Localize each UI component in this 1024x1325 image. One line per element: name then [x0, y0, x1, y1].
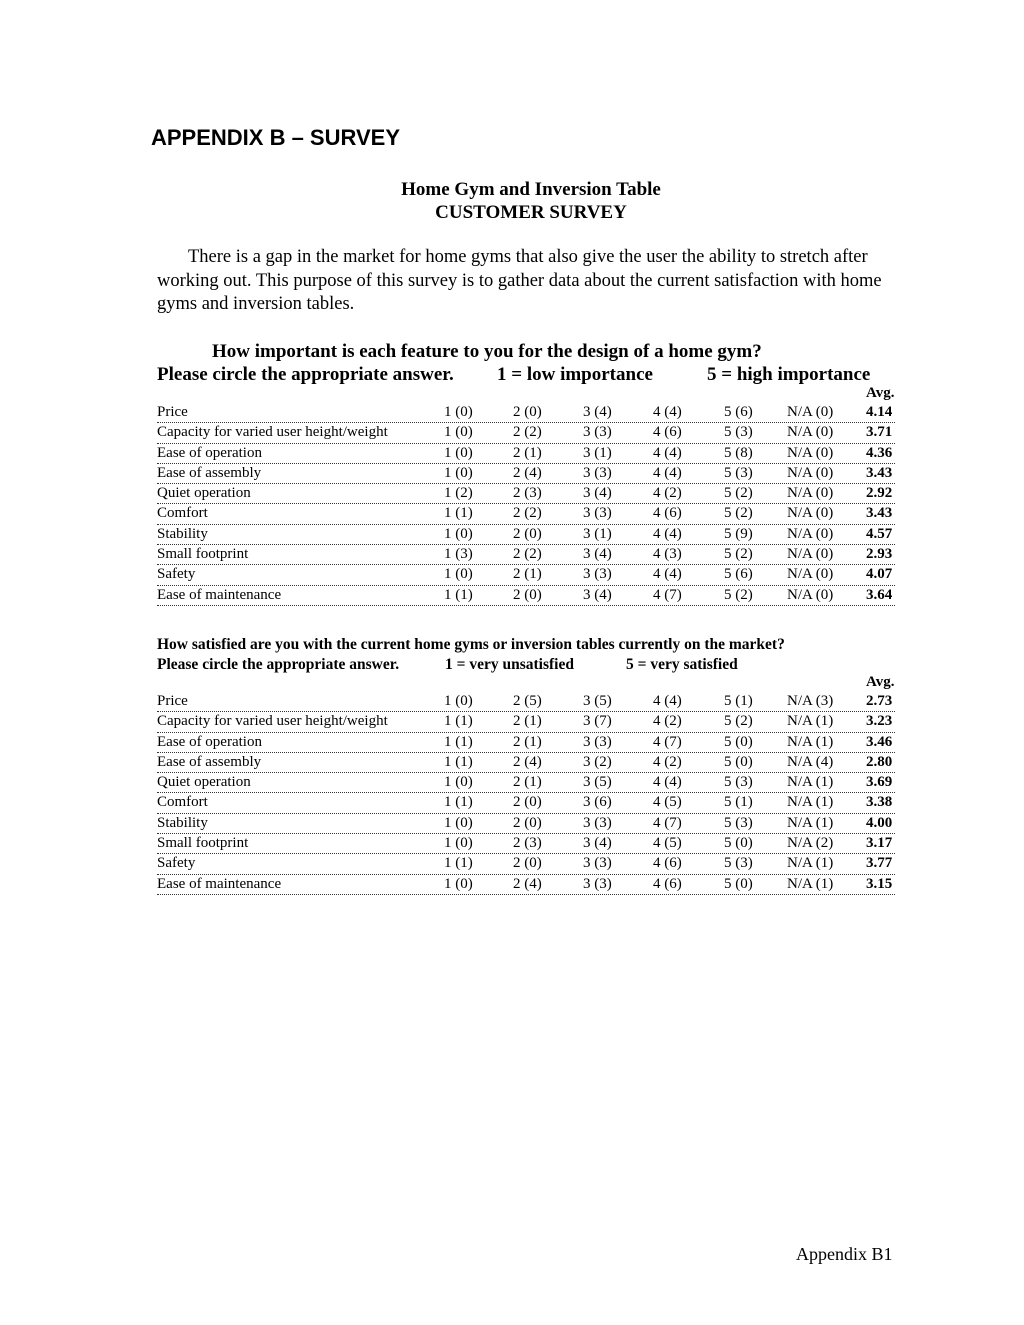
rating-4-cell: 4 (7) [653, 586, 682, 603]
table-row [157, 854, 895, 874]
rating-5-cell: 5 (0) [724, 875, 753, 892]
na-cell: N/A (0) [787, 444, 834, 461]
feature-cell: Quiet operation [157, 485, 251, 502]
rating-2-cell: 2 (1) [513, 713, 542, 730]
rating-3-cell: 3 (6) [583, 794, 612, 811]
na-cell: N/A (0) [787, 546, 834, 563]
rating-2-cell: 2 (5) [513, 693, 542, 709]
table-row [157, 423, 895, 443]
na-cell: N/A (0) [787, 424, 834, 441]
rating-1-cell: 1 (3) [444, 546, 473, 563]
rating-2-cell: 2 (4) [513, 753, 542, 770]
table-row [157, 586, 895, 606]
intro-paragraph: There is a gap in the market for home gyms that also give the user the ability to stretch after working out. This purpose of this survey is to gather data about the current satisfaction with home gyms and inversion tables. [157, 247, 882, 314]
average-cell: 4.36 [866, 444, 893, 461]
rating-2-cell: 2 (0) [513, 855, 542, 872]
feature-cell: Small footprint [157, 835, 249, 852]
table-row [157, 504, 895, 524]
feature-cell: Safety [157, 566, 196, 583]
feature-cell: Comfort [157, 794, 208, 811]
rating-4-cell: 4 (4) [653, 525, 682, 542]
rating-5-cell: 5 (0) [724, 835, 753, 852]
satisfaction-scale-high: 5 = very satisfied [626, 656, 738, 673]
feature-cell: Price [157, 693, 188, 709]
table-row [157, 733, 895, 753]
feature-cell: Price [157, 404, 188, 420]
feature-cell: Comfort [157, 505, 208, 522]
rating-3-cell: 3 (3) [583, 505, 612, 522]
rating-1-cell: 1 (0) [444, 566, 473, 583]
rating-5-cell: 5 (3) [724, 814, 753, 831]
rating-2-cell: 2 (3) [513, 485, 542, 502]
satisfaction-instruction: Please circle the appropriate answer. [157, 656, 400, 673]
average-cell: 3.77 [866, 855, 893, 872]
rating-2-cell: 2 (1) [513, 774, 542, 791]
rating-4-cell: 4 (4) [653, 464, 682, 481]
rating-1-cell: 1 (1) [444, 505, 473, 522]
rating-3-cell: 3 (5) [583, 774, 612, 791]
rating-1-cell: 1 (0) [444, 774, 473, 791]
rating-5-cell: 5 (9) [724, 525, 753, 542]
rating-4-cell: 4 (2) [653, 713, 682, 730]
table-row [157, 692, 895, 712]
table-row [157, 545, 895, 565]
satisfaction-scale-low: 1 = very unsatisfied [445, 656, 574, 673]
rating-2-cell: 2 (4) [513, 464, 542, 481]
table-row [157, 525, 895, 545]
rating-2-cell: 2 (4) [513, 875, 542, 892]
rating-5-cell: 5 (1) [724, 794, 753, 811]
feature-cell: Ease of maintenance [157, 875, 282, 892]
survey-title: Home Gym and Inversion Table [401, 179, 661, 200]
average-cell: 4.14 [866, 404, 893, 420]
na-cell: N/A (1) [787, 855, 834, 872]
rating-1-cell: 1 (0) [444, 424, 473, 441]
average-cell: 4.07 [866, 566, 893, 583]
average-cell: 3.64 [866, 586, 893, 603]
rating-5-cell: 5 (8) [724, 444, 753, 461]
na-cell: N/A (1) [787, 814, 834, 831]
average-cell: 3.71 [866, 424, 893, 441]
rating-3-cell: 3 (1) [583, 444, 612, 461]
importance-instruction: Please circle the appropriate answer. [157, 364, 454, 385]
rating-2-cell: 2 (0) [513, 814, 542, 831]
average-cell: 3.15 [866, 875, 893, 892]
rating-3-cell: 3 (4) [583, 546, 612, 563]
table-row [157, 834, 895, 854]
rating-3-cell: 3 (7) [583, 713, 612, 730]
na-cell: N/A (4) [787, 753, 834, 770]
average-cell: 3.46 [866, 733, 893, 750]
rating-1-cell: 1 (1) [444, 713, 473, 730]
survey-subtitle: CUSTOMER SURVEY [435, 202, 627, 223]
na-cell: N/A (1) [787, 733, 834, 750]
feature-cell: Ease of operation [157, 444, 262, 461]
rating-1-cell: 1 (0) [444, 404, 473, 420]
table-row [157, 875, 895, 895]
average-cell: 3.17 [866, 835, 893, 852]
na-cell: N/A (0) [787, 464, 834, 481]
rating-2-cell: 2 (2) [513, 424, 542, 441]
feature-cell: Stability [157, 814, 208, 831]
rating-2-cell: 2 (0) [513, 404, 542, 420]
importance-scale-high: 5 = high importance [707, 364, 871, 385]
rating-3-cell: 3 (3) [583, 424, 612, 441]
average-cell: 3.43 [866, 464, 893, 481]
rating-4-cell: 4 (2) [653, 485, 682, 502]
importance-question: How important is each feature to you for the design of a home gym? [212, 341, 762, 362]
rating-1-cell: 1 (0) [444, 835, 473, 852]
table-row [157, 753, 895, 773]
rating-5-cell: 5 (1) [724, 693, 753, 709]
rating-5-cell: 5 (0) [724, 753, 753, 770]
rating-4-cell: 4 (3) [653, 546, 682, 563]
na-cell: N/A (3) [787, 693, 834, 709]
rating-1-cell: 1 (0) [444, 444, 473, 461]
feature-cell: Quiet operation [157, 774, 251, 791]
table-row [157, 403, 895, 423]
rating-5-cell: 5 (2) [724, 713, 753, 730]
rating-2-cell: 2 (1) [513, 733, 542, 750]
feature-cell: Safety [157, 855, 196, 872]
rating-4-cell: 4 (2) [653, 753, 682, 770]
table-row [157, 793, 895, 813]
na-cell: N/A (0) [787, 505, 834, 522]
average-cell: 4.00 [866, 814, 893, 831]
average-cell: 2.80 [866, 753, 893, 770]
rating-1-cell: 1 (0) [444, 875, 473, 892]
rating-3-cell: 3 (2) [583, 753, 612, 770]
rating-1-cell: 1 (1) [444, 794, 473, 811]
rating-3-cell: 3 (3) [583, 733, 612, 750]
rating-3-cell: 3 (1) [583, 525, 612, 542]
average-cell: 3.38 [866, 794, 893, 811]
rating-4-cell: 4 (4) [653, 444, 682, 461]
rating-2-cell: 2 (1) [513, 566, 542, 583]
table-row [157, 565, 895, 585]
rating-5-cell: 5 (6) [724, 566, 753, 583]
importance-table [157, 403, 895, 606]
rating-1-cell: 1 (0) [444, 525, 473, 542]
feature-cell: Ease of operation [157, 733, 262, 750]
feature-cell: Capacity for varied user height/weight [157, 424, 388, 441]
rating-3-cell: 3 (3) [583, 814, 612, 831]
table-row [157, 814, 895, 834]
rating-3-cell: 3 (3) [583, 464, 612, 481]
rating-5-cell: 5 (2) [724, 505, 753, 522]
na-cell: N/A (1) [787, 875, 834, 892]
na-cell: N/A (0) [787, 566, 834, 583]
na-cell: N/A (0) [787, 404, 834, 420]
rating-4-cell: 4 (4) [653, 693, 682, 709]
rating-5-cell: 5 (3) [724, 774, 753, 791]
rating-1-cell: 1 (0) [444, 464, 473, 481]
rating-4-cell: 4 (4) [653, 566, 682, 583]
rating-3-cell: 3 (4) [583, 485, 612, 502]
average-cell: 4.57 [866, 525, 893, 542]
rating-2-cell: 2 (3) [513, 835, 542, 852]
table-row [157, 444, 895, 464]
table-row [157, 464, 895, 484]
rating-3-cell: 3 (3) [583, 566, 612, 583]
rating-1-cell: 1 (1) [444, 753, 473, 770]
average-cell: 3.69 [866, 774, 893, 791]
rating-2-cell: 2 (0) [513, 525, 542, 542]
rating-4-cell: 4 (4) [653, 774, 682, 791]
na-cell: N/A (2) [787, 835, 834, 852]
rating-3-cell: 3 (4) [583, 404, 612, 420]
rating-1-cell: 1 (1) [444, 733, 473, 750]
appendix-heading: APPENDIX B – SURVEY [151, 125, 401, 150]
rating-5-cell: 5 (2) [724, 546, 753, 563]
importance-avg-header: Avg. [866, 385, 895, 401]
importance-scale-low: 1 = low importance [497, 364, 653, 385]
rating-1-cell: 1 (2) [444, 485, 473, 502]
rating-2-cell: 2 (2) [513, 546, 542, 563]
na-cell: N/A (0) [787, 525, 834, 542]
feature-cell: Ease of assembly [157, 464, 262, 481]
table-row [157, 712, 895, 732]
rating-5-cell: 5 (3) [724, 424, 753, 441]
rating-5-cell: 5 (2) [724, 485, 753, 502]
rating-5-cell: 5 (3) [724, 464, 753, 481]
feature-cell: Stability [157, 525, 208, 542]
rating-1-cell: 1 (1) [444, 855, 473, 872]
rating-3-cell: 3 (3) [583, 855, 612, 872]
rating-2-cell: 2 (1) [513, 444, 542, 461]
feature-cell: Ease of assembly [157, 753, 262, 770]
rating-5-cell: 5 (0) [724, 733, 753, 750]
rating-1-cell: 1 (0) [444, 693, 473, 709]
rating-1-cell: 1 (1) [444, 586, 473, 603]
na-cell: N/A (1) [787, 774, 834, 791]
rating-5-cell: 5 (3) [724, 855, 753, 872]
rating-4-cell: 4 (7) [653, 814, 682, 831]
rating-2-cell: 2 (2) [513, 505, 542, 522]
rating-1-cell: 1 (0) [444, 814, 473, 831]
average-cell: 3.43 [866, 505, 893, 522]
rating-3-cell: 3 (4) [583, 586, 612, 603]
average-cell: 2.73 [866, 693, 893, 709]
rating-2-cell: 2 (0) [513, 794, 542, 811]
average-cell: 2.92 [866, 485, 893, 502]
rating-3-cell: 3 (5) [583, 693, 612, 709]
rating-3-cell: 3 (4) [583, 835, 612, 852]
satisfaction-avg-header: Avg. [866, 674, 895, 690]
table-row [157, 484, 895, 504]
satisfaction-question: How satisfied are you with the current home gyms or inversion tables currently on the market? [157, 636, 785, 653]
average-cell: 2.93 [866, 546, 893, 563]
rating-4-cell: 4 (6) [653, 424, 682, 441]
page-footer: Appendix B1 [796, 1244, 893, 1264]
feature-cell: Ease of maintenance [157, 586, 282, 603]
rating-2-cell: 2 (0) [513, 586, 542, 603]
satisfaction-table [157, 692, 895, 895]
na-cell: N/A (0) [787, 586, 834, 603]
table-row [157, 773, 895, 793]
rating-4-cell: 4 (6) [653, 875, 682, 892]
rating-3-cell: 3 (3) [583, 875, 612, 892]
rating-4-cell: 4 (6) [653, 505, 682, 522]
na-cell: N/A (1) [787, 713, 834, 730]
feature-cell: Capacity for varied user height/weight [157, 713, 388, 730]
rating-4-cell: 4 (5) [653, 835, 682, 852]
na-cell: N/A (0) [787, 485, 834, 502]
na-cell: N/A (1) [787, 794, 834, 811]
rating-4-cell: 4 (4) [653, 404, 682, 420]
rating-5-cell: 5 (2) [724, 586, 753, 603]
rating-5-cell: 5 (6) [724, 404, 753, 420]
rating-4-cell: 4 (7) [653, 733, 682, 750]
rating-4-cell: 4 (5) [653, 794, 682, 811]
average-cell: 3.23 [866, 713, 893, 730]
rating-4-cell: 4 (6) [653, 855, 682, 872]
feature-cell: Small footprint [157, 546, 249, 563]
